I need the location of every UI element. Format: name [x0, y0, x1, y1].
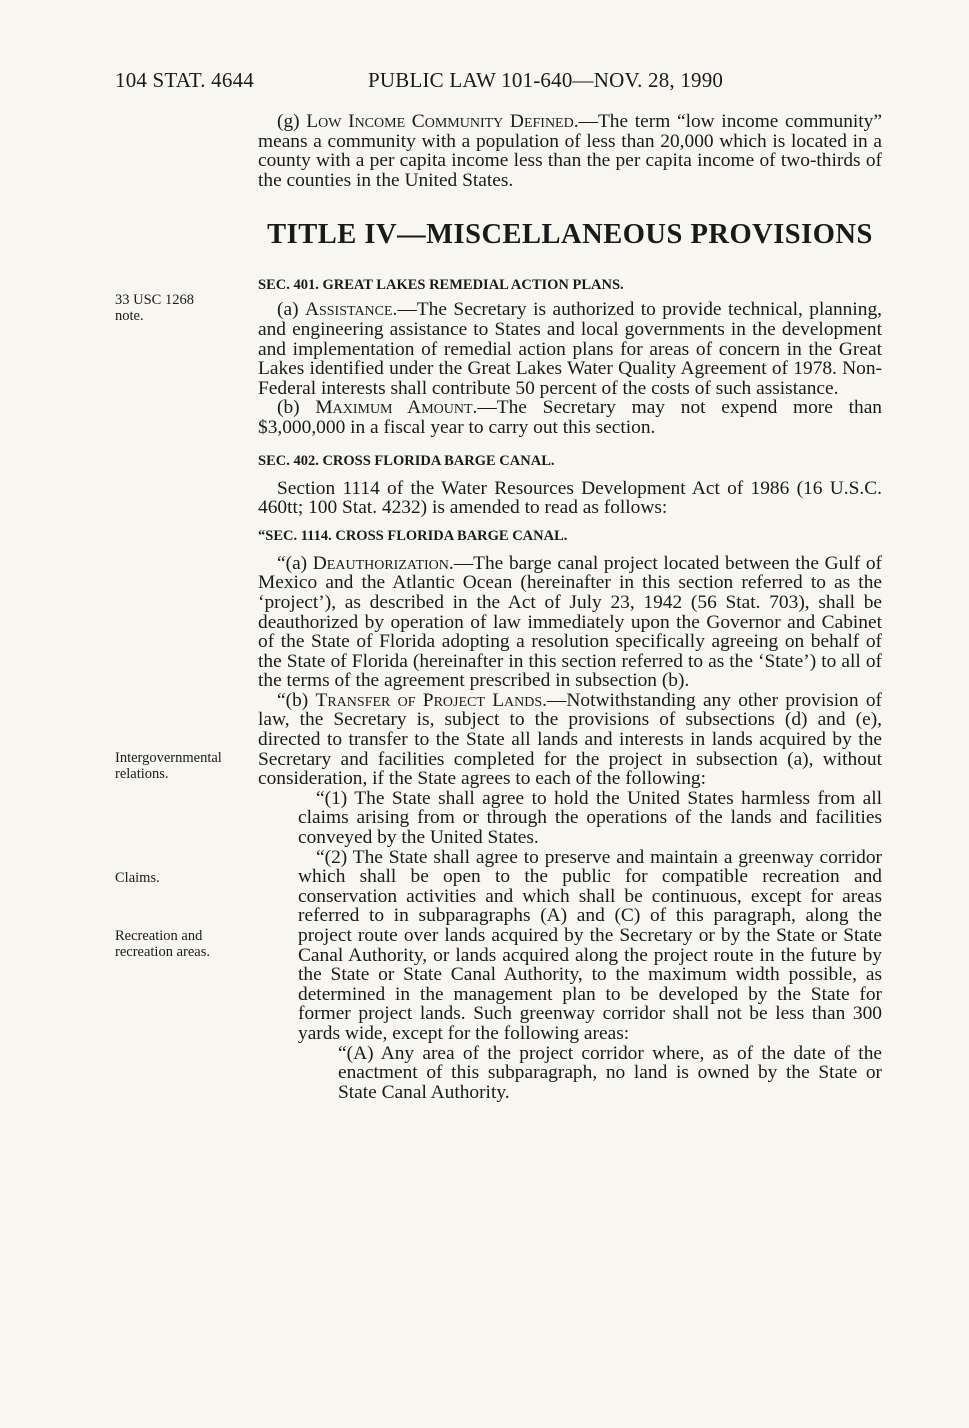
sec-401-b: (b) Maximum Amount.—The Secretary may not expend more than $3,000,000 in a fiscal year to carry out this section.	[258, 397, 883, 438]
margin-note-usc: 33 USC 1268 note.	[115, 292, 194, 324]
sec-401-a-heading: Assistance.	[304, 299, 398, 321]
stat-folio: 104 STAT. 4644	[115, 68, 254, 92]
sec-1114-a: “(a) Deauthorization.—The barge canal project located between the Gulf of Mexico and the Atlantic Ocean (hereinafter in this section referred to as the ‘project’), as described in the Act of July 23, 1942 (56 Stat. 703), shall be deauthorized by operation of law immediately upon the Governor and Cabinet of the State of Florida adopting a resolution specifically agreeing on behalf of the State of Florida (hereinafter in this section referred to as the ‘State’) to all of the terms of the agreement prescribed in subsection (b).	[258, 552, 882, 692]
subsection-g: (g) Low Income Community Defined.—The term “low income community” means a community with a population of less than 20,000 which is located in a county with a per capita income less than the per capita income of two-thirds of the counties in the United States.	[258, 111, 882, 191]
margin-note-claims: Claims.	[115, 870, 160, 886]
sec-1114-b-heading: Transfer of Project Lands.	[315, 689, 548, 711]
public-law-citation: PUBLIC LAW 101-640—NOV. 28, 1990	[368, 68, 724, 92]
sec-401-b-heading: Maximum Amount.	[315, 397, 478, 419]
title-heading: TITLE IV—MISCELLANEOUS PROVISIONS	[267, 219, 873, 251]
sec-1114-b: “(b) Transfer of Project Lands.—Notwithstanding any other provision of law, the Secretary is, subject to the provisions of subsections (d) and (e), directed to transfer to the State all lands and interests in lands acquired by the Secretary and facilities completed for the project in subsection (a), without consideration, if the State agrees to each of the following:	[258, 689, 882, 790]
margin-note-recreation: Recreation and recreation areas.	[115, 928, 210, 960]
sec-401-heading: SEC. 401. GREAT LAKES REMEDIAL ACTION PLANS.	[258, 277, 624, 294]
paragraph-2: “(2) The State shall agree to preserve and maintain a greenway corridor which shall be open to the public for compatible recreation and conservation activities and which shall be continuous, except for areas referred to in subparagraphs (A) and (C) of this paragraph, along the project route over lands acquired by the Secretary or by the State or State Canal Authority, or lands acquired along the project route in the future by the State or State Canal Authority, to the maximum width possible, as determined in the management plan to be developed by the State for former project lands. Such greenway corridor shall not be less than 300 yards wide, except for the following areas:	[298, 846, 882, 1044]
sec-1114-heading: “SEC. 1114. CROSS FLORIDA BARGE CANAL.	[258, 527, 568, 544]
subsection-g-heading: Low Income Community Defined.	[306, 111, 579, 132]
margin-note-intergovernmental: Intergovernmental relations.	[115, 750, 222, 782]
subparagraph-a: “(A) Any area of the project corridor where, as of the date of the enactment of this subparagraph, no land is owned by the State or State Canal Authority.	[338, 1042, 882, 1103]
sec-401-a: (a) Assistance.—The Secretary is authorized to provide technical, planning, and engineering assistance to States and local governments in the development and implementation of remedial action plans for areas of concern in the Great Lakes identified under the Great Lakes Water Quality Agreement of 1978. Non-Federal interests shall contribute 50 percent of the costs of such assistance.	[258, 299, 882, 399]
sec-402-intro: Section 1114 of the Water Resources Development Act of 1986 (16 U.S.C. 460tt; 100 Stat. 4232) is amended to read as follows:	[258, 477, 882, 519]
main-text	[258, 112, 882, 1102]
paragraph-1: “(1) The State shall agree to hold the United States harmless from all claims arising from or through the operations of the lands and facilities conveyed by the United States.	[298, 787, 882, 849]
sec-1114-a-heading: Deauthorization.	[312, 552, 454, 574]
sec-402-heading: SEC. 402. CROSS FLORIDA BARGE CANAL.	[258, 452, 555, 469]
